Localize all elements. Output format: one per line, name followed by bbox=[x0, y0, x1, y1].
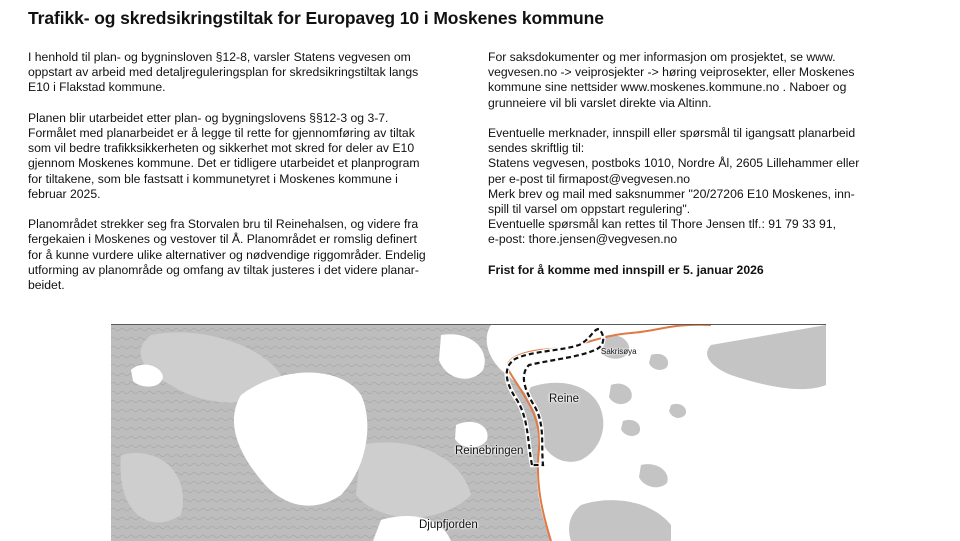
text-line: For saksdokumenter og mer informasjon om prosjektet, se www. bbox=[488, 50, 836, 64]
text-line: for tiltakene, som ble fastsatt i kommunetyret i Moskenes kommune i bbox=[28, 171, 398, 186]
text-line: Eventuelle spørsmål kan rettes til Thore Jensen tlf.: 91 79 33 91, bbox=[488, 217, 836, 232]
paragraph-more-info bbox=[488, 50, 918, 111]
page-title: Trafikk- og skredsikringstiltak for Europaveg 10 i Moskenes kommune bbox=[28, 8, 604, 28]
map-label-reine: Reine bbox=[549, 393, 580, 405]
text-line: I henhold til plan- og bygninsloven §12-8, varsler Statens vegvesen om bbox=[28, 50, 411, 64]
text-line: Planområdet strekker seg fra Storvalen bru til Reinehalsen, og videre fra bbox=[28, 217, 419, 232]
text-line: Merk brev og mail med saksnummer "20/27206 E10 Moskenes, inn- bbox=[488, 186, 855, 201]
text-line: Statens vegvesen, postboks 1010, Nordre Ål, 2605 Lillehammer eller bbox=[488, 156, 860, 171]
paragraph-legal-basis bbox=[28, 50, 474, 96]
text-line: per e-post til firmapost@vegvesen.no bbox=[488, 171, 691, 186]
text-line: kommune sine nettsider www.moskenes.kommune.no . Naboer og bbox=[488, 80, 847, 95]
right-column bbox=[488, 50, 918, 293]
text-line: som vil bedre trafikksikkerheten og sikkerhet mot skred for deler av E10 bbox=[28, 141, 415, 156]
text-line: spill til varsel om oppstart regulering". bbox=[488, 202, 691, 217]
map-label-reinebringen: Reinebringen bbox=[455, 445, 524, 457]
text-line: Eventuelle merknader, innspill eller spørsmål til igangsatt planarbeid bbox=[488, 126, 856, 140]
text-line: for å kunne vurdere ulike alternativer og nødvendige riggområder. Endelig bbox=[28, 247, 426, 262]
map-label-djupfjorden: Djupfjorden bbox=[419, 519, 478, 531]
text-line: beidet. bbox=[28, 278, 65, 293]
text-line: e-post: thore.jensen@vegvesen.no bbox=[488, 232, 678, 247]
map-graphic bbox=[111, 325, 826, 541]
text-line: oppstart av arbeid med detaljreguleringsplan for skredsikringstiltak langs bbox=[28, 65, 419, 80]
text-line: sendes skriftlig til: bbox=[488, 141, 585, 156]
text-line: utforming av planområde og omfang av tiltak justeres i det videre planar- bbox=[28, 262, 419, 277]
text-line: vegvesen.no -> veiprosjekter -> høring veiprosekter, eller Moskenes bbox=[488, 65, 855, 80]
text-line: grunneiere vil bli varslet direkte via Altinn. bbox=[488, 95, 712, 110]
paragraph-plan-area bbox=[28, 217, 474, 293]
text-line: Formålet med planarbeidet er å legge til rette for gjennomføring av tiltak bbox=[28, 126, 415, 140]
plan-area-map bbox=[111, 324, 826, 541]
paragraph-purpose bbox=[28, 111, 474, 202]
deadline-notice: Frist for å komme med innspill er 5. januar 2026 bbox=[488, 262, 764, 277]
text-line: Planen blir utarbeidet etter plan- og bygningslovens §§12-3 og 3-7. bbox=[28, 110, 389, 125]
map-label-sakrisoy: Sakrisøya bbox=[601, 347, 637, 356]
text-line: februar 2025. bbox=[28, 186, 101, 201]
paragraph-contact bbox=[488, 126, 918, 248]
text-line: E10 i Flakstad kommune. bbox=[28, 80, 166, 95]
text-line: fergekaien i Moskenes og vestover til Å. Planområdet er romslig definert bbox=[28, 232, 417, 247]
left-column bbox=[28, 50, 474, 308]
text-line: gjennom Moskenes kommune. Det er tidligere utarbeidet et planprogram bbox=[28, 156, 420, 171]
